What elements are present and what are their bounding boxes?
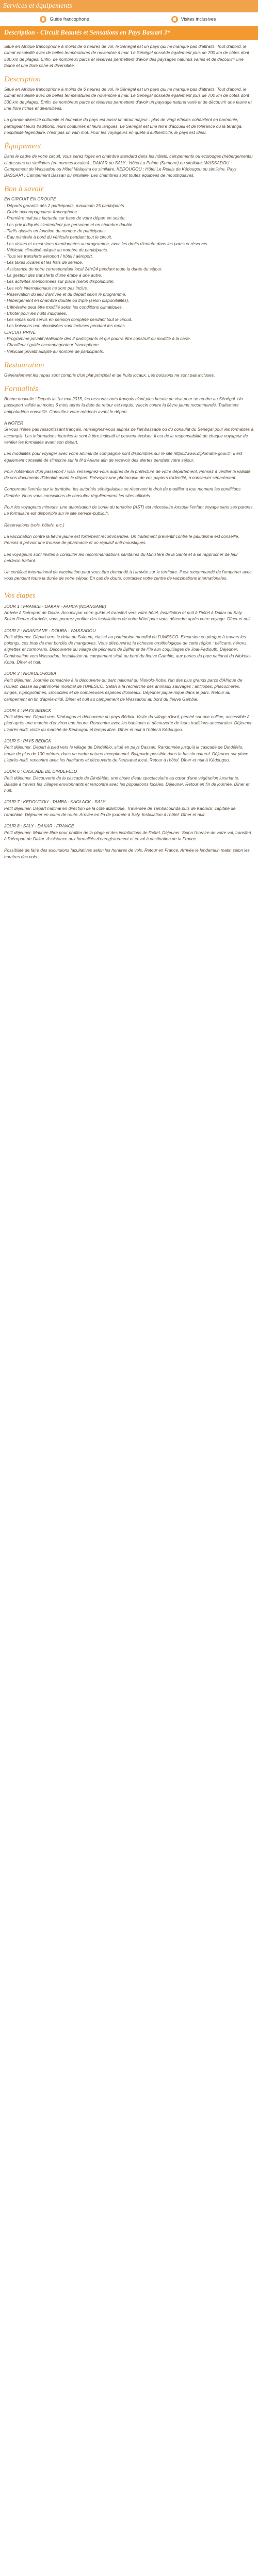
circuit-title: Description - Circuit Beautés et Sensations en Pays Bassari 3* <box>0 26 258 40</box>
notice-title: A NOTER <box>4 420 23 426</box>
formalities-extra-1: Les modalités pour voyager avec votre animal de compagnie sont disponibles sur le site https://www.diplomatie.gouv.fr. Il est également conseillé de s'inscrire sur le fil d'Ariane afin de recevoir des alertes pendant votre séjour. <box>4 451 243 463</box>
included-item: - Les activités mentionnées sur place (selon disponibilité). <box>4 279 115 284</box>
itinerary-day <box>4 768 254 793</box>
restoration-text: Généralement les repas sont compris d'un plat principal et de fruits locaux. Les boissons ne sont pas incluses. <box>4 372 215 378</box>
notice-text: Si vous n'êtes pas ressortissant français, renseignez-vous auprès de l'ambassade ou du consulat du Sénégal pour les formalités à accomplir. Les informations fournies le sont à titre indicatif et peuvent évoluer. Il est de la responsabilité de chaque voyageur de vérifier les formalités avant son départ. <box>4 427 254 445</box>
included-item: - Les boissons non alcoolisées sont incluses pendant les repas. <box>4 323 126 329</box>
included-item: - Eau minérale à bord du véhicule pendant tout le circuit. <box>4 234 112 240</box>
included-item: - Les prix indiqués s'entendent par personne et en chambre double. <box>4 222 134 227</box>
included-item: CIRCUIT PRIVÉ <box>4 329 36 335</box>
itinerary-heading: Vos étapes <box>4 591 36 600</box>
day-description: Petit déjeuner. Découverte de la cascade de Dindéfélo, une chute d'eau spectaculaire au cœur d'une végétation luxuriante. Balade à travers les villages environnants et rencontre avec les populations locales. Déjeuner. Retour en fin de journée. Dîner et nuit. <box>4 775 250 793</box>
tab-visits[interactable] <box>129 12 258 26</box>
description-heading: Description <box>4 75 41 84</box>
itinerary-day <box>4 738 254 763</box>
itinerary-day <box>4 628 254 666</box>
notice-block <box>4 420 254 445</box>
itinerary-day <box>4 799 254 818</box>
health-text: Un certificat international de vaccination peut vous être demandé à l'arrivée sur le territoire. Il est recommandé de l'emporter avec vous pendant toute la durée de votre séjour. En cas de doute, contactez votre centre de vaccinations internationales. <box>4 569 252 581</box>
included-item: - Les repas sont servis en pension complète pendant tout le circuit. <box>4 317 133 323</box>
page-header: Services et équipements <box>0 0 258 12</box>
formalities-extra-3: Concernant l'entrée sur le territoire, les autorités sénégalaises se réservent le droit de modifier à tout moment les conditions d'entrée. Nous vous conseillons de consulter régulièrement les sites officiels. <box>4 486 241 498</box>
included-item: - Chauffeur / guide accompagnateur francophone. <box>4 342 100 348</box>
included-item: - Réservation du lieu d'arrivée et du départ selon le programme. <box>4 291 126 297</box>
vaccines-text: La vaccination contre la fièvre jaune est fortement recommandée. Un traitement préventif contre le paludisme est conseillé. Pensez à prévoir une trousse de pharmacie et un répulsif anti-moustiques. <box>4 533 239 546</box>
included-item: - Programme privatif réalisable dès 2 participants et qui pourra être construit ou modifié à la carte. <box>4 335 191 341</box>
itinerary-day <box>4 603 254 622</box>
day-description: Petit déjeuner. Matinée libre pour profiter de la plage et des installations de l'hôtel. Déjeuner. Selon l'horaire de votre vol, transfert à l'aéroport de Dakar. Assistance aux formalités d'enregistrement et envol à destination de la France. <box>4 829 251 841</box>
formalities-extra-4: Pour les voyageurs mineurs, une autorisation de sortie du territoire (AST) est nécessaire lorsque l'enfant voyage sans ses parents. Le formulaire est disponible sur le site service-public.fr. <box>4 504 254 516</box>
included-item: - L'hôtel pour les nuits indiquées. <box>4 310 68 316</box>
included-item: - La gestion des transferts d'une étape à une autre. <box>4 273 102 278</box>
included-item: - Départs garantis dès 2 participants, maximum 25 participants. <box>4 202 125 208</box>
included-item: - Tous les transferts aéroport / hôtel / aéroport. <box>4 253 93 259</box>
itinerary-day <box>4 707 254 733</box>
day-title: JOUR 6 : CASCADE DE DINDEFELO <box>4 769 77 774</box>
equipment-text: Dans le cadre de votre circuit, vous serez logés en chambre standard dans les hôtels, campements ou écolodges (hébergements) ci-dessous ou similaires (en normes locales) : DAKAR ou SALY : Hôtel La Pointe (Somone) ou similaire. WASSADOU : Campement de Wassadou ou Hôtel Malayina ou similaire. KEDOUGOU : Hôtel Le Relais de Kédougou ou similaire. Pays BASSARI : Campement Bassari ou similaire. Les chambres sont toutes équipées de moustiquaires. <box>4 154 253 178</box>
itinerary-day <box>4 823 254 842</box>
formalities-text: Bonne nouvelle ! Depuis le 1er mai 2015, les ressortissants français n'ont plus besoin de visa pour se rendre au Sénégal. Un passeport valide au moins 6 mois après la date de retour est requis. Vaccin contre la fièvre jaune recommandé. Traitement antipaludéen conseillé. Consultez votre médecin avant le départ. <box>4 396 243 414</box>
included-item: - Assistance de notre correspondant local 24h/24 pendant toute la durée du séjour. <box>4 266 163 272</box>
included-item: - L'itinéraire peut être modifié selon les conditions climatiques. <box>4 304 123 310</box>
day-title: JOUR 4 : PAYS BEDICK <box>4 707 52 713</box>
day-description: Arrivée à l'aéroport de Dakar. Accueil par votre guide et transfert vers votre hôtel. Installation et nuit à l'hôtel à Dakar ou Saly. Selon l'heure d'arrivée, vous pourrez profiter des installations de votre hôtel pour vous détendre après votre voyage. Dîner et nuit. <box>4 610 252 622</box>
included-item: - Première nuit pas facturée sur base de votre départ en soirée. <box>4 215 126 221</box>
day-description: Petit déjeuner. Journée consacrée à la découverte du parc national du Niokolo-Koba, l'un des plus grands parcs d'Afrique de l'Ouest, classé au patrimoine mondial de l'UNESCO. Safari à la recherche des animaux sauvages : antilopes, phacochères, singes, hippopotames, crocodiles et de nombreuses espèces d'oiseaux. Déjeuner pique-nique dans le parc. Retour au campement en fin d'après-midi. Dîner et nuit au campement de Wassadou au bord du fleuve Gambie. <box>4 677 243 702</box>
included-list <box>4 196 254 354</box>
visit-icon <box>171 16 178 23</box>
included-heading: Bon à savoir <box>4 185 44 194</box>
included-item: - Les taxes locales et les frais de service. <box>4 260 83 265</box>
tab-visits-label: Visites inclusives <box>181 16 216 22</box>
included-item: EN CIRCUIT EN GROUPE <box>4 196 56 202</box>
restoration-heading: Restauration <box>4 361 44 369</box>
itinerary-days <box>4 603 254 842</box>
included-item: - Les visites et excursions mentionnées au programme, avec les droits d'entrée dans les parcs et réserves. <box>4 241 208 246</box>
day-title: JOUR 5 : PAYS BEDICK <box>4 738 52 744</box>
itinerary-footer: Possibilité de faire des excursions facultatives selon les horaires de vols. Retour en France. Arrivée le lendemain matin selon les horaires des vols. <box>4 848 250 859</box>
day-title: JOUR 8 : SALY - DAKAR - FRANCE <box>4 823 74 829</box>
day-description: Petit déjeuner. Départ vers le delta du Saloum, classé au patrimoine mondial de l'UNESCO. Excursion en pirogue à travers les bolongs, ces bras de mer bordés de mangroves. Vous découvrirez la richesse ornithologique de cette région : pélicans, hérons, aigrettes et cormorans. Découverte du village de pêcheurs de Djiffer et de l'île aux coquillages de Joal-Fadiouth. Déjeuner. Continuation vers Wassadou. Installation au campement situé au bord du fleuve Gambie, aux portes du parc national du Niokolo-Koba. Dîner et nuit. <box>4 634 251 665</box>
main-content <box>0 40 258 860</box>
included-item: - Véhicule privatif adapté au nombre de participants. <box>4 348 104 354</box>
tab-guide-label: Guide francophone <box>50 16 89 22</box>
day-description: Petit déjeuner. Départ matinal en direction de la côte atlantique. Traversée de Tambacounda puis de Kaolack, capitale de l'arachide. Déjeuner en cours de route. Arrivée en fin de journée à Saly. Installation à l'hôtel. Dîner et nuit. <box>4 805 236 818</box>
service-tabs <box>0 12 258 26</box>
day-title: JOUR 7 : KEDOUGOU - TAMBA - KAOLACK - SALY <box>4 799 106 805</box>
day-description: Petit déjeuner. Départ vers Kédougou et découverte du pays Bédick. Visite du village d'Iwol, perché sur une colline, accessible à pied après une marche d'environ une heure. Rencontre avec les habitants et découverte de leurs traditions ancestrales. Déjeuner. L'après-midi, visite du marché de Kédougou et temps libre. Dîner et nuit à l'hôtel à Kédougou. <box>4 714 253 732</box>
itinerary-day <box>4 670 254 702</box>
included-item: - Hébergement en chambre double ou triple (selon disponibilités). <box>4 298 130 303</box>
included-item: - Véhicule climatisé adapté au nombre de participants. <box>4 247 108 252</box>
day-title: JOUR 1 : FRANCE - DAKAR - FAHCA (NDANGANE) <box>4 603 106 609</box>
intro-paragraph: Situé en Afrique francophone à moins de 6 heures de vol, le Sénégal est un pays qui ne manque pas d'attraits. Tout d'abord, le climat ensoleillé avec de belles températures de novembre à mai. Le Sénégal possède également plus de 700 km de côtes dont 530 km de plages. Enfin, de nombreux parcs et réserves permettent d'avoir des paysages naturels variés et de découvrir une faune et une flore riche et diversifiée. <box>4 44 249 68</box>
formalities-heading: Formalités <box>4 385 38 394</box>
vaccines-title: Réservations (vols, hôtels, etc.) <box>4 522 64 528</box>
included-item: - Les vols internationaux ne sont pas inclus. <box>4 285 88 291</box>
day-description: Petit déjeuner. Départ à pied vers le village de Dindéfélo, situé en pays Bassari. Randonnée jusqu'à la cascade de Dindéfélo, haute de plus de 100 mètres, dans un cadre naturel exceptionnel. Baignade possible dans le bassin naturel. Déjeuner sur place. L'après-midi, rencontre avec les habitants et découverte de l'artisanat local. Retour à l'hôtel. Dîner et nuit à Kédougou. <box>4 744 250 762</box>
included-item: - Guide accompagnateur francophone. <box>4 209 78 215</box>
day-title: JOUR 2 : NDANGANE - DOUBA - WASSADOU <box>4 628 96 633</box>
description-paragraph: Situé en Afrique francophone à moins de 6 heures de vol, le Sénégal est un pays qui ne manque pas d'attraits. Tout d'abord, le climat ensoleillé avec de belles températures de novembre à mai. Le Sénégal possède également plus de 700 km de côtes dont 530 km de plages. Enfin, de nombreux parcs et réserves permettent d'avoir un paysage naturel varié et de découvrir une faune et une flore riches et diversifiées. <box>4 87 252 111</box>
included-item: - Tarifs ajustés en fonction du nombre de participants. <box>4 228 107 233</box>
formalities-extra-2: Pour l'obtention d'un passeport / visa, renseignez-vous auprès de la préfecture de votre département. Pensez à vérifier la validité de vos documents d'identité avant le départ. Prévoyez une photocopie de vos papiers d'identité, à conserver séparément. <box>4 468 251 481</box>
guide-icon <box>40 16 46 23</box>
tab-guide[interactable] <box>0 12 129 26</box>
health-intro: Les voyageurs sont invités à consulter les recommandations sanitaires du Ministère de la Santé et à se rapprocher de leur médecin traitant. <box>4 551 238 563</box>
description-paragraph-2: La grande diversité culturelle et humaine du pays est aussi un atout majeur : plus de vingt ethnies cohabitent en harmonie, partageant leurs traditions, leurs coutumes et leurs langues. Le Sénégal est une terre d'accueil et de tolérance où la téranga, hospitalité légendaire, n'est pas un vain mot. Pour les voyageurs en quête d'authenticité, le pays est idéal. <box>4 117 243 135</box>
day-title: JOUR 3 : NIOKOLO-KOBA <box>4 671 56 676</box>
equipment-heading: Équipement <box>4 142 41 151</box>
